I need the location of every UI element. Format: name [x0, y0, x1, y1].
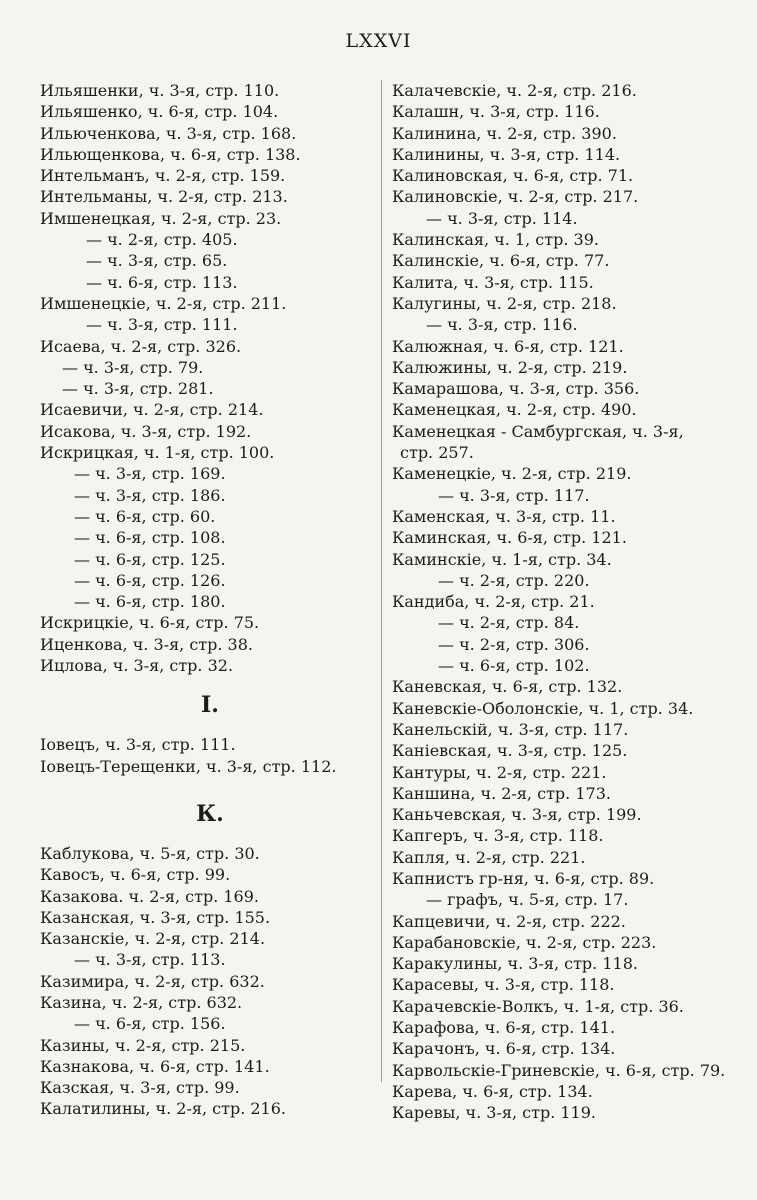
index-entry: — ч. 6-я, стр. 102. — [438, 656, 590, 676]
index-entry: — ч. 3-я, стр. 111. — [86, 315, 238, 335]
index-entry: — ч. 3-я, стр. 186. — [74, 485, 226, 505]
index-entry: — ч. 2-я, стр. 306. — [438, 634, 590, 654]
index-entry: Калинскіе, ч. 6-я, стр. 77. — [392, 251, 610, 271]
index-entry: Капля, ч. 2-я, стр. 221. — [392, 847, 586, 867]
index-entry: Ильющенкова, ч. 6-я, стр. 138. — [40, 144, 301, 164]
index-entry: Капгеръ, ч. 3-я, стр. 118. — [392, 826, 604, 846]
index-entry: Кантуры, ч. 2-я, стр. 221. — [392, 762, 607, 782]
index-entry: Искрицкая, ч. 1-я, стр. 100. — [40, 443, 275, 463]
index-entry: Капцевичи, ч. 2-я, стр. 222. — [392, 911, 626, 931]
right-column — [392, 80, 744, 1124]
index-entry: Калинина, ч. 2-я, стр. 390. — [392, 123, 617, 143]
index-entry: Казанскіе, ч. 2-я, стр. 214. — [40, 929, 266, 949]
index-entry: Калита, ч. 3-я, стр. 115. — [392, 272, 594, 292]
index-entry: — ч. 6-я, стр. 126. — [74, 570, 226, 590]
index-entry: Каревы, ч. 3-я, стр. 119. — [392, 1103, 596, 1123]
section-letter: I. — [201, 692, 219, 719]
index-entry: Казнакова, ч. 6-я, стр. 141. — [40, 1056, 270, 1076]
index-entry: Капнистъ гр-ня, ч. 6-я, стр. 89. — [392, 868, 655, 888]
index-entry: Каншина, ч. 2-я, стр. 173. — [392, 783, 611, 803]
index-entry: — ч. 3-я, стр. 116. — [426, 315, 578, 335]
index-entry: Калугины, ч. 2-я, стр. 218. — [392, 293, 617, 313]
index-entry: — ч. 6-я, стр. 156. — [74, 1014, 226, 1034]
index-entry: Карачевскіе-Волкъ, ч. 1-я, стр. 36. — [392, 996, 684, 1016]
index-entry: Интельманы, ч. 2-я, стр. 213. — [40, 187, 288, 207]
index-entry: Казимира, ч. 2-я, стр. 632. — [40, 971, 265, 991]
index-entry: Карасевы, ч. 3-я, стр. 118. — [392, 975, 615, 995]
index-entry: Имшенецкіе, ч. 2-я, стр. 211. — [40, 293, 287, 313]
index-entry: Камарашова, ч. 3-я, стр. 356. — [392, 379, 640, 399]
index-entry: — ч. 3-я, стр. 281. — [62, 379, 214, 399]
index-entry: Ильяшенко, ч. 6-я, стр. 104. — [40, 102, 279, 122]
index-entry: Искрицкіе, ч. 6-я, стр. 75. — [40, 613, 260, 633]
index-entry: Интельманъ, ч. 2-я, стр. 159. — [40, 166, 286, 186]
index-entry: — ч. 2-я, стр. 405. — [86, 230, 238, 250]
index-entry: Каніевская, ч. 3-я, стр. 125. — [392, 741, 628, 761]
index-entry: — ч. 3-я, стр. 117. — [438, 485, 590, 505]
index-entry: — ч. 6-я, стр. 108. — [74, 528, 226, 548]
index-entry: Калашн, ч. 3-я, стр. 116. — [392, 102, 600, 122]
index-entry: — ч. 2-я, стр. 220. — [438, 570, 590, 590]
index-entry: стр. 257. — [400, 443, 474, 463]
index-entry: Калинины, ч. 3-я, стр. 114. — [392, 144, 621, 164]
index-entry: — ч. 3-я, стр. 79. — [62, 357, 204, 377]
index-entry: — ч. 3-я, стр. 169. — [74, 464, 226, 484]
index-entry: — ч. 6-я, стр. 125. — [74, 549, 226, 569]
index-entry: Каменская, ч. 3-я, стр. 11. — [392, 506, 616, 526]
index-entry: Калиновская, ч. 6-я, стр. 71. — [392, 166, 634, 186]
index-entry: Карабановскіе, ч. 2-я, стр. 223. — [392, 932, 657, 952]
index-entry: Казины, ч. 2-я, стр. 215. — [40, 1035, 246, 1055]
index-entry: — ч. 3-я, стр. 114. — [426, 208, 578, 228]
index-entry: Каньчевская, ч. 3-я, стр. 199. — [392, 805, 642, 825]
index-entry: Исаевичи, ч. 2-я, стр. 214. — [40, 400, 264, 420]
index-entry: Карева, ч. 6-я, стр. 134. — [392, 1081, 593, 1101]
index-entry: — ч. 6-я, стр. 60. — [74, 506, 216, 526]
section-letter: К. — [196, 800, 224, 827]
index-entry: Казанская, ч. 3-я, стр. 155. — [40, 907, 271, 927]
index-entry: Каменецкая, ч. 2-я, стр. 490. — [392, 400, 637, 420]
index-entry: Имшенецкая, ч. 2-я, стр. 23. — [40, 208, 282, 228]
left-column — [40, 80, 380, 1120]
index-entry: Карафова, ч. 6-я, стр. 141. — [392, 1018, 616, 1038]
index-entry: Кандиба, ч. 2-я, стр. 21. — [392, 592, 595, 612]
index-entry: Кавосъ, ч. 6-я, стр. 99. — [40, 865, 231, 885]
index-entry: Иценкова, ч. 3-я, стр. 38. — [40, 634, 253, 654]
index-entry: Карачонъ, ч. 6-я, стр. 134. — [392, 1039, 616, 1059]
index-entry: Каменецкіе, ч. 2-я, стр. 219. — [392, 464, 632, 484]
index-entry: — ч. 3-я, стр. 113. — [74, 950, 226, 970]
column-divider — [381, 80, 382, 1082]
index-entry: Іовецъ-Терещенки, ч. 3-я, стр. 112. — [40, 756, 337, 776]
index-entry: — ч. 6-я, стр. 180. — [74, 592, 226, 612]
index-entry: Казина, ч. 2-я, стр. 632. — [40, 992, 243, 1012]
index-entry: — ч. 2-я, стр. 84. — [438, 613, 580, 633]
index-entry: — графъ, ч. 5-я, стр. 17. — [426, 890, 629, 910]
index-entry: Калюжная, ч. 6-я, стр. 121. — [392, 336, 624, 356]
index-entry: Каблукова, ч. 5-я, стр. 30. — [40, 843, 260, 863]
index-entry: Каминская, ч. 6-я, стр. 121. — [392, 528, 627, 548]
index-entry: Калинская, ч. 1, стр. 39. — [392, 230, 599, 250]
index-entry: Казская, ч. 3-я, стр. 99. — [40, 1078, 240, 1098]
index-entry: Каминскіе, ч. 1-я, стр. 34. — [392, 549, 612, 569]
index-entry: Ильяшенки, ч. 3-я, стр. 110. — [40, 81, 280, 100]
index-entry: Каневская, ч. 6-я, стр. 132. — [392, 677, 623, 697]
index-entry: Исаева, ч. 2-я, стр. 326. — [40, 336, 242, 356]
index-entry: Калатилины, ч. 2-я, стр. 216. — [40, 1099, 286, 1119]
index-entry: Каменецкая - Самбургская, ч. 3-я, — [392, 421, 684, 441]
index-entry: Ицлова, ч. 3-я, стр. 32. — [40, 656, 234, 676]
index-entry: Карвольскіе-Гриневскіе, ч. 6-я, стр. 79. — [392, 1060, 726, 1080]
index-entry: Канельскій, ч. 3-я, стр. 117. — [392, 719, 629, 739]
index-entry: Каневскіе-Оболонскіе, ч. 1, стр. 34. — [392, 698, 694, 718]
index-entry: Ильюченкова, ч. 3-я, стр. 168. — [40, 123, 297, 143]
index-entry: — ч. 3-я, стр. 65. — [86, 251, 228, 271]
spacer — [40, 777, 380, 785]
page-header: LXXVI — [345, 30, 412, 52]
index-entry: Калюжины, ч. 2-я, стр. 219. — [392, 357, 628, 377]
index-entry: Калачевскіе, ч. 2-я, стр. 216. — [392, 81, 637, 100]
index-entry: — ч. 6-я, стр. 113. — [86, 272, 238, 292]
index-entry: Іовецъ, ч. 3-я, стр. 111. — [40, 735, 236, 755]
index-entry: Казакова. ч. 2-я, стр. 169. — [40, 886, 259, 906]
index-entry: Каракулины, ч. 3-я, стр. 118. — [392, 954, 638, 974]
index-entry: Калиновскіе, ч. 2-я, стр. 217. — [392, 187, 639, 207]
index-entry: Исакова, ч. 3-я, стр. 192. — [40, 421, 252, 441]
